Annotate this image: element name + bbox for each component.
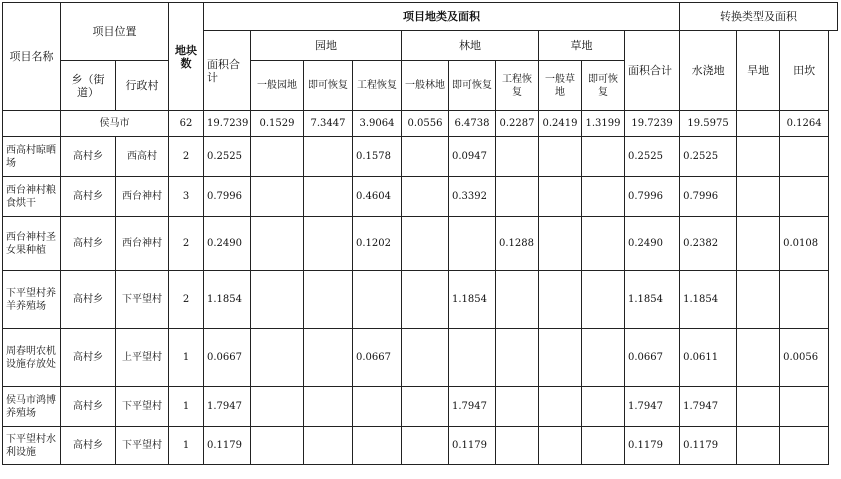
row-plots: 2 bbox=[169, 137, 204, 177]
row-c-area: 0.1179 bbox=[625, 427, 680, 465]
header-garden: 园地 bbox=[251, 31, 402, 61]
row-township: 高村乡 bbox=[61, 329, 116, 387]
row-project-name: 西高村晾晒场 bbox=[3, 137, 61, 177]
row-project-name: 周春明农机设施存放处 bbox=[3, 329, 61, 387]
row-c-flat: 0.0056 bbox=[780, 329, 829, 387]
header-area-total: 面积合计 bbox=[204, 31, 251, 111]
row-f-restorable: 0.1179 bbox=[449, 427, 496, 465]
table-row bbox=[3, 137, 838, 177]
row-f-general bbox=[402, 427, 449, 465]
row-c-area: 0.2490 bbox=[625, 217, 680, 271]
row-gr-restorable bbox=[582, 177, 625, 217]
row-c-flat bbox=[780, 427, 829, 465]
row-village: 下平望村 bbox=[116, 271, 169, 329]
header-sub-restorable-grass: 即可恢复 bbox=[582, 61, 625, 111]
row-gr-general bbox=[539, 271, 582, 329]
header-flat: 田坎 bbox=[780, 31, 829, 111]
header-grass: 草地 bbox=[539, 31, 625, 61]
total-area: 19.7239 bbox=[204, 111, 251, 137]
header-sub-restorable-forest: 即可恢复 bbox=[449, 61, 496, 111]
row-g-engineering: 0.1578 bbox=[353, 137, 402, 177]
row-c-paddy: 1.1854 bbox=[680, 271, 737, 329]
row-gr-restorable bbox=[582, 271, 625, 329]
row-c-dry bbox=[737, 217, 780, 271]
total-f-general: 0.0556 bbox=[402, 111, 449, 137]
total-f-restorable: 6.4738 bbox=[449, 111, 496, 137]
row-village: 西台神村 bbox=[116, 177, 169, 217]
row-g-general bbox=[251, 427, 304, 465]
row-g-restorable bbox=[304, 217, 353, 271]
row-f-restorable: 0.3392 bbox=[449, 177, 496, 217]
row-f-engineering bbox=[496, 387, 539, 427]
header-convert-area-total: 面积合计 bbox=[625, 31, 680, 111]
row-area: 0.7996 bbox=[204, 177, 251, 217]
row-plots: 1 bbox=[169, 427, 204, 465]
row-c-flat bbox=[780, 137, 829, 177]
row-f-engineering bbox=[496, 271, 539, 329]
row-area: 0.2525 bbox=[204, 137, 251, 177]
row-village: 上平望村 bbox=[116, 329, 169, 387]
row-area: 1.1854 bbox=[204, 271, 251, 329]
row-c-flat bbox=[780, 271, 829, 329]
row-g-restorable bbox=[304, 137, 353, 177]
total-plots: 62 bbox=[169, 111, 204, 137]
row-area: 0.0667 bbox=[204, 329, 251, 387]
row-f-engineering bbox=[496, 177, 539, 217]
row-f-general bbox=[402, 177, 449, 217]
row-area: 1.7947 bbox=[204, 387, 251, 427]
row-plots: 1 bbox=[169, 329, 204, 387]
row-township: 高村乡 bbox=[61, 271, 116, 329]
row-f-general bbox=[402, 217, 449, 271]
header-paddy: 水浇地 bbox=[680, 31, 737, 111]
row-plots: 1 bbox=[169, 387, 204, 427]
row-area: 0.1179 bbox=[204, 427, 251, 465]
row-village: 西高村 bbox=[116, 137, 169, 177]
row-c-area: 0.0667 bbox=[625, 329, 680, 387]
row-c-flat bbox=[780, 177, 829, 217]
row-township: 高村乡 bbox=[61, 387, 116, 427]
row-g-restorable bbox=[304, 177, 353, 217]
row-g-restorable bbox=[304, 427, 353, 465]
total-c-flat: 0.1264 bbox=[780, 111, 829, 137]
land-use-table bbox=[2, 2, 838, 465]
row-g-general bbox=[251, 177, 304, 217]
row-c-dry bbox=[737, 137, 780, 177]
row-g-general bbox=[251, 137, 304, 177]
total-c-paddy: 19.5975 bbox=[680, 111, 737, 137]
row-township: 高村乡 bbox=[61, 217, 116, 271]
row-c-dry bbox=[737, 329, 780, 387]
row-village: 下平望村 bbox=[116, 427, 169, 465]
row-gr-general bbox=[539, 137, 582, 177]
row-c-paddy: 0.1179 bbox=[680, 427, 737, 465]
row-g-restorable bbox=[304, 329, 353, 387]
row-c-flat: 0.0108 bbox=[780, 217, 829, 271]
header-project-name: 项目名称 bbox=[3, 3, 61, 111]
row-c-paddy: 0.2525 bbox=[680, 137, 737, 177]
header-land-type-area: 项目地类及面积 bbox=[204, 3, 680, 31]
row-g-general bbox=[251, 217, 304, 271]
row-c-dry bbox=[737, 427, 780, 465]
row-g-restorable bbox=[304, 271, 353, 329]
header-plot-count: 地块数 bbox=[169, 3, 204, 111]
row-f-restorable bbox=[449, 329, 496, 387]
total-gr-restorable: 1.3199 bbox=[582, 111, 625, 137]
row-g-general bbox=[251, 271, 304, 329]
row-g-engineering: 0.1202 bbox=[353, 217, 402, 271]
total-row bbox=[3, 111, 838, 137]
header-forest: 林地 bbox=[402, 31, 539, 61]
row-project-name: 西台神村粮食烘干 bbox=[3, 177, 61, 217]
row-plots: 2 bbox=[169, 217, 204, 271]
table-row bbox=[3, 217, 838, 271]
row-township: 高村乡 bbox=[61, 137, 116, 177]
header-convert-type-area: 转换类型及面积 bbox=[680, 3, 838, 31]
row-township: 高村乡 bbox=[61, 427, 116, 465]
row-c-area: 0.2525 bbox=[625, 137, 680, 177]
row-c-paddy: 0.7996 bbox=[680, 177, 737, 217]
row-c-dry bbox=[737, 387, 780, 427]
row-g-engineering bbox=[353, 387, 402, 427]
row-c-area: 1.1854 bbox=[625, 271, 680, 329]
total-g-general: 0.1529 bbox=[251, 111, 304, 137]
row-gr-restorable bbox=[582, 387, 625, 427]
total-g-engineering: 3.9064 bbox=[353, 111, 402, 137]
row-f-engineering bbox=[496, 329, 539, 387]
row-g-engineering bbox=[353, 427, 402, 465]
header-admin-village: 行政村 bbox=[116, 61, 169, 111]
total-g-restorable: 7.3447 bbox=[304, 111, 353, 137]
row-c-dry bbox=[737, 271, 780, 329]
header-sub-general-grass: 一般草地 bbox=[539, 61, 582, 111]
row-gr-general bbox=[539, 177, 582, 217]
row-g-engineering: 0.4604 bbox=[353, 177, 402, 217]
header-sub-engineering-forest: 工程恢复 bbox=[496, 61, 539, 111]
row-gr-general bbox=[539, 387, 582, 427]
row-c-area: 1.7947 bbox=[625, 387, 680, 427]
header-sub-general-garden: 一般园地 bbox=[251, 61, 304, 111]
row-f-general bbox=[402, 137, 449, 177]
row-g-general bbox=[251, 387, 304, 427]
row-village: 西台神村 bbox=[116, 217, 169, 271]
row-c-dry bbox=[737, 177, 780, 217]
total-gr-general: 0.2419 bbox=[539, 111, 582, 137]
total-c-area: 19.7239 bbox=[625, 111, 680, 137]
row-g-general bbox=[251, 329, 304, 387]
row-c-paddy: 1.7947 bbox=[680, 387, 737, 427]
row-g-engineering: 0.0667 bbox=[353, 329, 402, 387]
row-township: 高村乡 bbox=[61, 177, 116, 217]
row-project-name: 下平望村养羊养殖场 bbox=[3, 271, 61, 329]
row-gr-restorable bbox=[582, 137, 625, 177]
row-f-engineering bbox=[496, 427, 539, 465]
row-g-engineering bbox=[353, 271, 402, 329]
row-project-name: 下平望村水利设施 bbox=[3, 427, 61, 465]
row-f-general bbox=[402, 271, 449, 329]
table-row bbox=[3, 271, 838, 329]
row-f-engineering: 0.1288 bbox=[496, 217, 539, 271]
header-project-location: 项目位置 bbox=[61, 3, 169, 61]
row-c-area: 0.7996 bbox=[625, 177, 680, 217]
row-gr-restorable bbox=[582, 329, 625, 387]
table-row bbox=[3, 177, 838, 217]
row-f-restorable: 0.0947 bbox=[449, 137, 496, 177]
header-sub-engineering-garden: 工程恢复 bbox=[353, 61, 402, 111]
row-gr-general bbox=[539, 217, 582, 271]
row-village: 下平望村 bbox=[116, 387, 169, 427]
table-row bbox=[3, 329, 838, 387]
total-c-dry bbox=[737, 111, 780, 137]
row-f-restorable: 1.7947 bbox=[449, 387, 496, 427]
row-plots: 2 bbox=[169, 271, 204, 329]
table-row bbox=[3, 427, 838, 465]
row-project-name: 侯马市鸿博养殖场 bbox=[3, 387, 61, 427]
total-cell-blank bbox=[3, 111, 61, 137]
row-c-paddy: 0.2382 bbox=[680, 217, 737, 271]
row-c-flat bbox=[780, 387, 829, 427]
total-name: 侯马市 bbox=[61, 111, 169, 137]
header-township: 乡（街道） bbox=[61, 61, 116, 111]
row-gr-restorable bbox=[582, 427, 625, 465]
row-c-paddy: 0.0611 bbox=[680, 329, 737, 387]
row-gr-restorable bbox=[582, 217, 625, 271]
row-g-restorable bbox=[304, 387, 353, 427]
row-f-restorable: 1.1854 bbox=[449, 271, 496, 329]
header-sub-restorable-garden: 即可恢复 bbox=[304, 61, 353, 111]
total-f-engineering: 0.2287 bbox=[496, 111, 539, 137]
table-row bbox=[3, 387, 838, 427]
row-f-general bbox=[402, 387, 449, 427]
row-gr-general bbox=[539, 329, 582, 387]
row-f-restorable bbox=[449, 217, 496, 271]
row-project-name: 西台神村圣女果种植 bbox=[3, 217, 61, 271]
row-gr-general bbox=[539, 427, 582, 465]
row-f-engineering bbox=[496, 137, 539, 177]
row-f-general bbox=[402, 329, 449, 387]
row-area: 0.2490 bbox=[204, 217, 251, 271]
header-sub-general-forest: 一般林地 bbox=[402, 61, 449, 111]
header-dry: 旱地 bbox=[737, 31, 780, 111]
row-plots: 3 bbox=[169, 177, 204, 217]
